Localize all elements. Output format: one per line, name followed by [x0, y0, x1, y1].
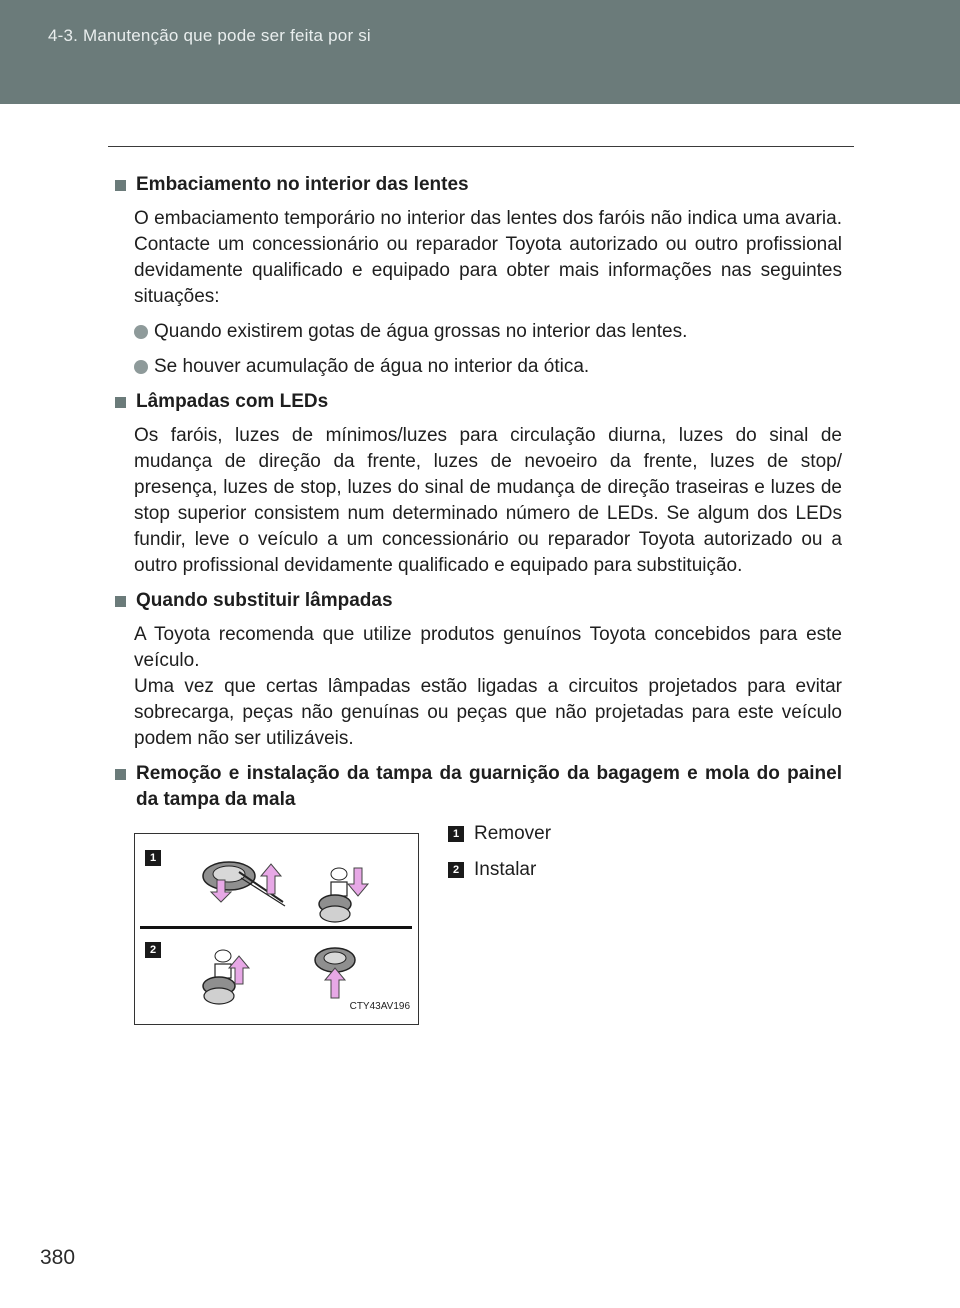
heading-text: Quando substituir lâmpadas: [136, 590, 393, 611]
page-header: [0, 0, 960, 104]
legend-label: Instalar: [474, 859, 537, 880]
circle-bullet-icon: [134, 325, 148, 339]
figure-row: [112, 821, 842, 1071]
list-item-text: Se houver acumulação de água no interior da ótica.: [154, 356, 590, 377]
arrow-down-icon: [348, 868, 368, 896]
paragraph: O embaciamento temporário no interior das lentes dos faróis não indica uma avaria. Contacte um concessionário ou reparador Toyota autorizado ou outro profissional devidamente qualificado e equipado para obter mais informações nas seguintes situações:: [134, 208, 842, 307]
heading-text: Remoção e instalação da tampa da guarnição da bagagem e mola do painel da tampa da mala: [136, 763, 842, 810]
circle-bullet-icon: [134, 360, 148, 374]
section-heading: [112, 588, 842, 614]
paragraph: Os faróis, luzes de mínimos/luzes para circulação diurna, luzes do sinal de mudança de direção da frente, luzes de nevoeiro da frente, luzes de stop/ presença, luzes de stop, luzes do sinal de mudança de direção traseiras e luzes de stop superior consistem num determinado número de LEDs. Se algum dos LEDs fundir, leve o veículo a um concessionário ou reparador Toyota autorizado ou a outro profissional devidamente qualificado e equipado para substituição.: [134, 425, 842, 576]
square-bullet-icon: [115, 180, 126, 191]
paragraph: A Toyota recomenda que utilize produtos genuínos Toyota concebidos para este veículo.: [134, 624, 842, 671]
section-heading: [112, 761, 842, 813]
section-heading: [112, 389, 842, 415]
square-bullet-icon: [115, 769, 126, 780]
heading-text: Embaciamento no interior das lentes: [136, 174, 469, 195]
figure-divider: [140, 926, 412, 929]
arrow-up-icon: [229, 956, 249, 984]
legend-item: [448, 821, 551, 847]
arrow-up-icon: [325, 968, 345, 998]
figure-badge-remove: 1: [145, 850, 161, 866]
trim-clip-illustration: [134, 833, 419, 1025]
page-number: 380: [40, 1246, 76, 1269]
figure-legend: [448, 821, 551, 893]
section-heading: [112, 172, 842, 198]
paragraph: Uma vez que certas lâmpadas estão ligadas a circuitos projetados para evitar sobrecarga, peças não genuínas ou peças que não projetadas para este veículo podem não ser utilizáveis.: [134, 676, 842, 749]
header-rule: [108, 146, 854, 147]
heading-text: Lâmpadas com LEDs: [136, 391, 329, 412]
main-content: [112, 168, 842, 1071]
figure-code: CTY43AV196: [349, 1001, 410, 1012]
square-bullet-icon: [115, 596, 126, 607]
figure-badge-install: 2: [145, 942, 161, 958]
clip-install-left: [203, 950, 235, 1004]
list-item: [134, 319, 842, 345]
legend-badge: 2: [448, 862, 464, 878]
legend-label: Remover: [474, 823, 552, 844]
clip-remove-right: [319, 868, 351, 922]
header-title: 4-3. Manutenção que pode ser feita por si: [48, 26, 371, 45]
list-item-text: Quando existirem gotas de água grossas no interior das lentes.: [154, 321, 688, 342]
legend-item: [448, 857, 551, 883]
legend-badge: 1: [448, 826, 464, 842]
list-item: [134, 354, 842, 380]
square-bullet-icon: [115, 397, 126, 408]
